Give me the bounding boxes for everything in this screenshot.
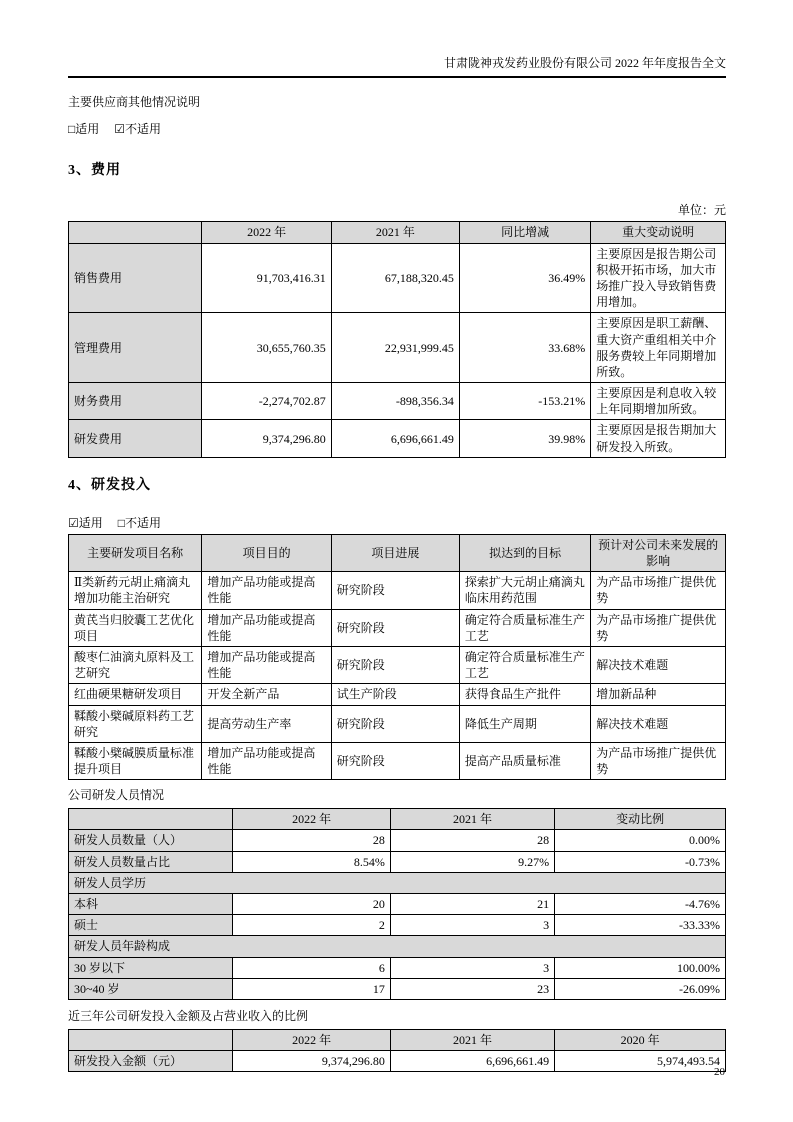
value-2022: 9,374,296.80 bbox=[202, 420, 331, 457]
value-explanation: 主要原因是职工薪酬、重大资产重组相关中介服务费较上年同期增加所致。 bbox=[591, 313, 726, 383]
investment-table-title: 近三年公司研发投入金额及占营业收入的比例 bbox=[68, 1008, 309, 1023]
value-2021: 9.27% bbox=[390, 851, 554, 872]
table-row-finance-expense bbox=[69, 383, 726, 420]
project-goal: 确定符合质量标准生产工艺 bbox=[459, 646, 590, 683]
project-impact: 为产品市场推广提供优势 bbox=[591, 609, 726, 646]
row-label: 研发投入金额（元） bbox=[69, 1051, 233, 1072]
value-2022: 28 bbox=[233, 830, 391, 851]
section-row-label: 研发人员学历 bbox=[69, 872, 726, 893]
value-2021: 28 bbox=[390, 830, 554, 851]
value-yoy: -153.21% bbox=[459, 383, 590, 420]
project-name: 鞣酸小檗碱膜质量标准提升项目 bbox=[69, 742, 202, 779]
value-2021: 22,931,999.45 bbox=[331, 313, 459, 383]
project-name: 黄芪当归胶囊工艺优化项目 bbox=[69, 609, 202, 646]
table-row-project bbox=[69, 742, 726, 779]
project-goal: 降低生产周期 bbox=[459, 705, 590, 742]
rd-applicability-row bbox=[68, 514, 726, 531]
section-row-education bbox=[69, 872, 726, 893]
table-row-under-30 bbox=[69, 957, 726, 978]
value-change: -0.73% bbox=[555, 851, 726, 872]
rd-personnel-table bbox=[68, 808, 726, 1000]
project-name: Ⅱ类新药元胡止痛滴丸增加功能主治研究 bbox=[69, 572, 202, 609]
project-impact: 解决技术难题 bbox=[591, 646, 726, 683]
value-change: -33.33% bbox=[555, 915, 726, 936]
value-2021: -898,356.34 bbox=[331, 383, 459, 420]
rd-investment-table bbox=[68, 1029, 726, 1072]
value-2022: 30,655,760.35 bbox=[202, 313, 331, 383]
value-2021: 21 bbox=[390, 894, 554, 915]
row-label: 本科 bbox=[69, 894, 233, 915]
table-row-project bbox=[69, 646, 726, 683]
section-row-label: 研发人员年龄构成 bbox=[69, 936, 726, 957]
table-row-selling-expense bbox=[69, 243, 726, 313]
table-row-headcount bbox=[69, 830, 726, 851]
checkbox-applicable: ☑适用 bbox=[68, 515, 103, 530]
project-impact: 为产品市场推广提供优势 bbox=[591, 572, 726, 609]
table-row-project bbox=[69, 572, 726, 609]
expense-header-row bbox=[69, 222, 726, 243]
row-label: 硕士 bbox=[69, 915, 233, 936]
header-cell-yoy: 同比增减 bbox=[459, 222, 590, 243]
supplier-note-title: 主要供应商其他情况说明 bbox=[68, 95, 201, 110]
section-heading-rd-investment: 4、研发投入 bbox=[68, 477, 151, 493]
value-2022: -2,274,702.87 bbox=[202, 383, 331, 420]
value-2021: 23 bbox=[390, 978, 554, 999]
header-cell-blank bbox=[69, 222, 202, 243]
personnel-header-row bbox=[69, 809, 726, 830]
value-2022: 17 bbox=[233, 978, 391, 999]
header-rule bbox=[68, 76, 726, 78]
header-cell-blank bbox=[69, 809, 233, 830]
value-2020: 5,974,493.54 bbox=[555, 1051, 726, 1072]
table-row-project bbox=[69, 684, 726, 705]
row-label: 财务费用 bbox=[69, 383, 202, 420]
value-2022: 6 bbox=[233, 957, 391, 978]
header-cell-2020: 2020 年 bbox=[555, 1029, 726, 1050]
header-cell-2021: 2021 年 bbox=[331, 222, 459, 243]
header-cell-2022: 2022 年 bbox=[233, 1029, 391, 1050]
checkbox-not-applicable: □不适用 bbox=[117, 515, 162, 530]
project-progress: 研究阶段 bbox=[331, 646, 459, 683]
value-yoy: 39.98% bbox=[459, 420, 590, 457]
value-2021: 67,188,320.45 bbox=[331, 243, 459, 313]
section-row-age bbox=[69, 936, 726, 957]
value-2022: 8.54% bbox=[233, 851, 391, 872]
header-cell-2022: 2022 年 bbox=[233, 809, 391, 830]
table-row-project bbox=[69, 609, 726, 646]
section-heading-expenses: 3、费用 bbox=[68, 163, 121, 179]
row-label: 研发费用 bbox=[69, 420, 202, 457]
project-progress: 研究阶段 bbox=[331, 609, 459, 646]
project-progress: 研究阶段 bbox=[331, 705, 459, 742]
project-progress: 试生产阶段 bbox=[331, 684, 459, 705]
row-label: 研发人员数量（人） bbox=[69, 830, 233, 851]
row-label: 研发人员数量占比 bbox=[69, 851, 233, 872]
table-row-master bbox=[69, 915, 726, 936]
checkbox-not-applicable: ☑不适用 bbox=[114, 122, 162, 137]
row-label: 30 岁以下 bbox=[69, 957, 233, 978]
report-header-title: 甘肃陇神戎发药业股份有限公司 2022 年年度报告全文 bbox=[443, 56, 726, 70]
project-impact: 为产品市场推广提供优势 bbox=[591, 742, 726, 779]
value-explanation: 主要原因是利息收入较上年同期增加所致。 bbox=[591, 383, 726, 420]
project-progress: 研究阶段 bbox=[331, 572, 459, 609]
value-2022: 20 bbox=[233, 894, 391, 915]
table-row-headcount-ratio bbox=[69, 851, 726, 872]
value-yoy: 33.68% bbox=[459, 313, 590, 383]
value-2021: 3 bbox=[390, 915, 554, 936]
row-label: 管理费用 bbox=[69, 313, 202, 383]
row-label: 销售费用 bbox=[69, 243, 202, 313]
personnel-table-title: 公司研发人员情况 bbox=[68, 788, 165, 803]
project-goal: 获得食品生产批件 bbox=[459, 684, 590, 705]
project-purpose: 开发全新产品 bbox=[202, 684, 331, 705]
project-name: 鞣酸小檗碱原料药工艺研究 bbox=[69, 705, 202, 742]
expense-table bbox=[68, 221, 726, 457]
value-2022: 2 bbox=[233, 915, 391, 936]
table-row-rd-investment-amount bbox=[69, 1051, 726, 1072]
project-purpose: 增加产品功能或提高性能 bbox=[202, 609, 331, 646]
project-purpose: 增加产品功能或提高性能 bbox=[202, 742, 331, 779]
value-2021: 6,696,661.49 bbox=[390, 1051, 554, 1072]
supplier-applicability-row bbox=[68, 120, 726, 137]
value-2022: 9,374,296.80 bbox=[233, 1051, 391, 1072]
header-cell-progress: 项目进展 bbox=[331, 534, 459, 571]
project-purpose: 增加产品功能或提高性能 bbox=[202, 646, 331, 683]
investment-header-row bbox=[69, 1029, 726, 1050]
page-number: 20 bbox=[714, 1066, 725, 1078]
table-row-bachelor bbox=[69, 894, 726, 915]
header-cell-change-ratio: 变动比例 bbox=[555, 809, 726, 830]
project-purpose: 提高劳动生产率 bbox=[202, 705, 331, 742]
header-cell-project-name: 主要研发项目名称 bbox=[69, 534, 202, 571]
value-2021: 3 bbox=[390, 957, 554, 978]
value-change: 0.00% bbox=[555, 830, 726, 851]
project-goal: 提高产品质量标准 bbox=[459, 742, 590, 779]
checkbox-applicable: □适用 bbox=[68, 122, 100, 137]
header-cell-purpose: 项目目的 bbox=[202, 534, 331, 571]
table-row-30-40 bbox=[69, 978, 726, 999]
project-progress: 研究阶段 bbox=[331, 742, 459, 779]
project-goal: 确定符合质量标准生产工艺 bbox=[459, 609, 590, 646]
header-cell-2021: 2021 年 bbox=[390, 1029, 554, 1050]
table-row-rd-expense bbox=[69, 420, 726, 457]
header-cell-2022: 2022 年 bbox=[202, 222, 331, 243]
value-2022: 91,703,416.31 bbox=[202, 243, 331, 313]
value-explanation: 主要原因是报告期公司积极开拓市场，加大市场推广投入导致销售费用增加。 bbox=[591, 243, 726, 313]
table-row-admin-expense bbox=[69, 313, 726, 383]
unit-label: 单位：元 bbox=[677, 203, 726, 218]
project-purpose: 增加产品功能或提高性能 bbox=[202, 572, 331, 609]
value-change: 100.00% bbox=[555, 957, 726, 978]
project-impact: 增加新品种 bbox=[591, 684, 726, 705]
project-name: 红曲硬果糖研发项目 bbox=[69, 684, 202, 705]
header-cell-2021: 2021 年 bbox=[390, 809, 554, 830]
project-name: 酸枣仁油滴丸原料及工艺研究 bbox=[69, 646, 202, 683]
header-cell-blank bbox=[69, 1029, 233, 1050]
header-cell-goal: 拟达到的目标 bbox=[459, 534, 590, 571]
value-explanation: 主要原因是报告期加大研发投入所致。 bbox=[591, 420, 726, 457]
rd-projects-table bbox=[68, 534, 726, 780]
header-cell-impact: 预计对公司未来发展的影响 bbox=[591, 534, 726, 571]
header-cell-explanation: 重大变动说明 bbox=[591, 222, 726, 243]
value-yoy: 36.49% bbox=[459, 243, 590, 313]
row-label: 30~40 岁 bbox=[69, 978, 233, 999]
value-change: -4.76% bbox=[555, 894, 726, 915]
project-goal: 探索扩大元胡止痛滴丸临床用药范围 bbox=[459, 572, 590, 609]
value-2021: 6,696,661.49 bbox=[331, 420, 459, 457]
project-impact: 解决技术难题 bbox=[591, 705, 726, 742]
table-row-project bbox=[69, 705, 726, 742]
rd-projects-header-row bbox=[69, 534, 726, 571]
value-change: -26.09% bbox=[555, 978, 726, 999]
